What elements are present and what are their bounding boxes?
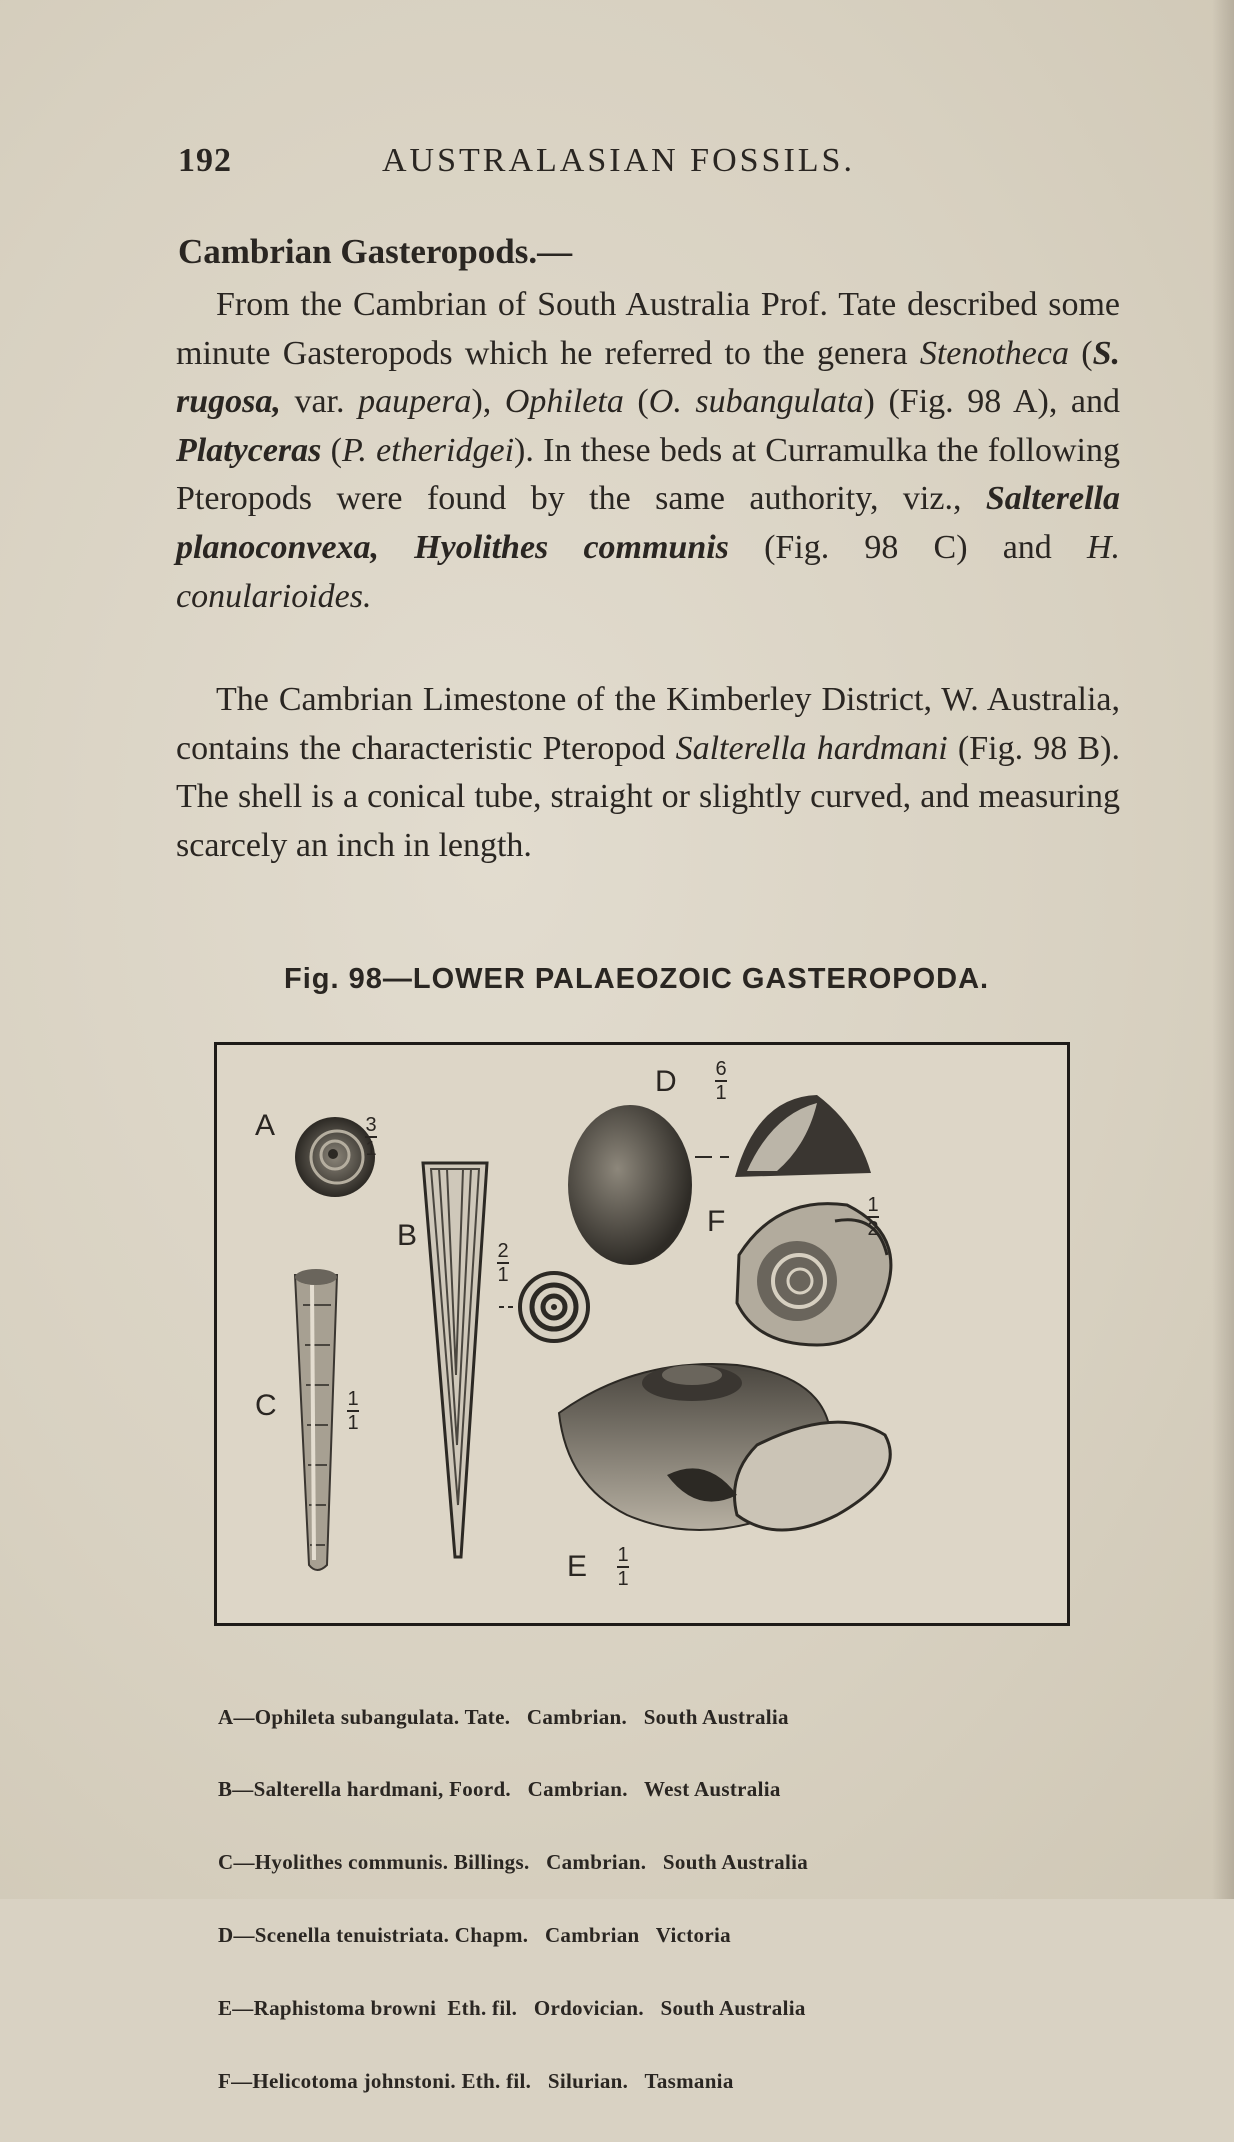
legend-line: D—Scenella tenuistriata. Chapm. Cambrian Victoria	[218, 1923, 731, 1948]
legend-line: A—Ophileta subangulata. Tate. Cambrian. South Australia	[218, 1704, 789, 1729]
fossil-b-salterella	[423, 1163, 487, 1557]
scale-c: 1 1	[347, 1388, 359, 1434]
fossil-e-raphistoma	[559, 1364, 890, 1530]
scale-d: 6 1	[715, 1058, 727, 1104]
legend-line: E—Raphistoma browni Eth. fil. Ordovician. South Australia	[218, 1996, 806, 2021]
figure-caption: Fig. 98—LOWER PALAEOZOIC GASTEROPODA.	[284, 963, 990, 995]
figure-98-plate	[214, 1042, 1070, 1626]
scale-a: 3 1	[365, 1114, 377, 1160]
paragraph-kimberley: The Cambrian Limestone of the Kimberley District, W. Australia, contains the characteristic Pteropod Salterella hardmani (Fig. 98 B). The shell is a conical tube, straight or slightly curved, and measuring scarcely an inch in length.	[176, 681, 1120, 864]
scale-b: 2 1	[497, 1240, 509, 1286]
figure-label-e: E	[567, 1550, 588, 1583]
figure-label-d: D	[655, 1065, 677, 1098]
figure-label-c: C	[255, 1389, 277, 1422]
figure-label-f: F	[707, 1205, 726, 1238]
fossil-a-ophileta	[295, 1114, 377, 1197]
fossil-illustrations	[217, 1045, 1067, 1623]
page-number: 192	[178, 142, 232, 179]
figure-label-a: A	[255, 1109, 276, 1142]
page-edge-shadow	[1212, 0, 1234, 1899]
running-title: AUSTRALASIAN FOSSILS.	[382, 142, 855, 179]
legend-line: C—Hyolithes communis. Billings. Cambrian. South Australia	[218, 1850, 809, 1875]
paragraph-cambrian-south-australia: From the Cambrian of South Australia Prof. Tate described some minute Gasteropods which he referred to the genera Stenotheca (S. rugosa, var. paupera), Ophileta (O. subangulata) (Fig. 98 A), and Platyceras (P. etheridgei). In these beds at Curramulka the following Pteropods were found by the same authority, viz., Salterella planoconvexa, Hyolithes communis (Fig. 98 C) and H. conularioides.	[176, 286, 1121, 615]
page-header	[178, 142, 1118, 182]
legend-line: B—Salterella hardmani, Foord. Cambrian. West Australia	[218, 1777, 781, 1802]
scale-f: 1 2	[867, 1194, 879, 1240]
scale-e: 1 1	[617, 1544, 629, 1590]
section-heading: Cambrian Gasteropods.—	[178, 232, 573, 271]
fossil-c-hyolithes	[295, 1269, 337, 1570]
legend-line: F—Helicotoma johnstoni. Eth. fil. Silurian. Tasmania	[218, 2069, 734, 2094]
figure-label-b: B	[397, 1219, 418, 1252]
fossil-b-cross-section	[499, 1273, 588, 1341]
